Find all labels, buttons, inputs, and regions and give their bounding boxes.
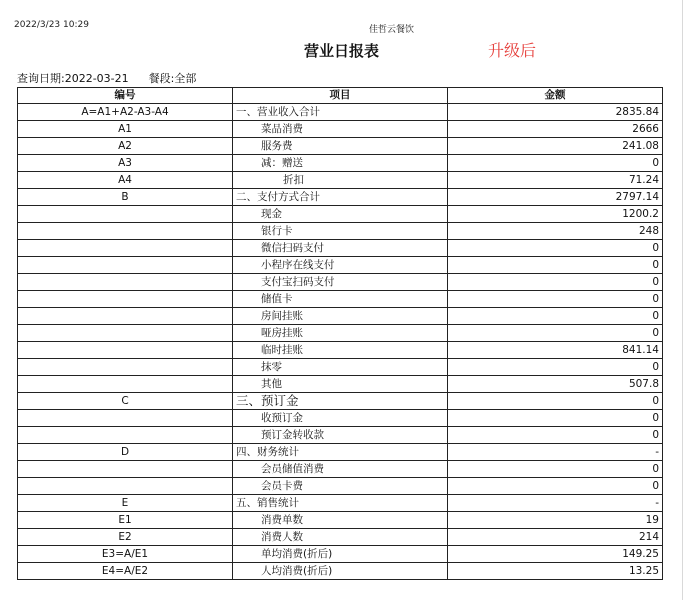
row-amount: 0	[448, 240, 663, 257]
table-row	[18, 240, 663, 257]
row-code: E4=A/E2	[18, 563, 233, 580]
report-title: 营业日报表	[304, 42, 380, 60]
row-item: 四、财务统计	[233, 444, 448, 461]
row-item: 现金	[233, 206, 448, 223]
row-item: 人均消费(折后)	[233, 563, 448, 580]
table-row	[18, 546, 663, 563]
row-item: 单均消费(折后)	[233, 546, 448, 563]
row-code: E1	[18, 512, 233, 529]
row-item: 三、预订金	[233, 393, 448, 410]
table-row	[18, 155, 663, 172]
meal-period-value: 全部	[174, 72, 197, 85]
query-date-value: 2022-03-21	[64, 72, 129, 85]
row-amount: 0	[448, 461, 663, 478]
row-code	[18, 223, 233, 240]
page-edge-divider	[682, 0, 683, 600]
table-row	[18, 393, 663, 410]
row-code	[18, 325, 233, 342]
row-item: 折扣	[233, 172, 448, 189]
row-item: 预订金转收款	[233, 427, 448, 444]
row-code	[18, 274, 233, 291]
row-code	[18, 359, 233, 376]
daily-report-table	[17, 87, 663, 580]
row-item: 消费人数	[233, 529, 448, 546]
row-code: A2	[18, 138, 233, 155]
table-row	[18, 325, 663, 342]
row-code	[18, 461, 233, 478]
row-item: 储值卡	[233, 291, 448, 308]
table-row	[18, 291, 663, 308]
table-row	[18, 461, 663, 478]
row-amount: 2666	[448, 121, 663, 138]
column-header-amount: 金额	[448, 88, 663, 104]
table-row	[18, 529, 663, 546]
row-amount: 71.24	[448, 172, 663, 189]
table-row	[18, 206, 663, 223]
row-amount: 13.25	[448, 563, 663, 580]
row-code	[18, 427, 233, 444]
table-row	[18, 376, 663, 393]
table-row	[18, 104, 663, 121]
table-row	[18, 512, 663, 529]
row-item: 二、支付方式合计	[233, 189, 448, 206]
table-row	[18, 138, 663, 155]
column-header-code: 编号	[18, 88, 233, 104]
query-info	[17, 70, 196, 86]
row-amount: 841.14	[448, 342, 663, 359]
row-item: 支付宝扫码支付	[233, 274, 448, 291]
row-code: B	[18, 189, 233, 206]
table-row	[18, 427, 663, 444]
row-code	[18, 206, 233, 223]
row-code: A4	[18, 172, 233, 189]
row-code	[18, 240, 233, 257]
row-code: A1	[18, 121, 233, 138]
table-row	[18, 342, 663, 359]
table-row	[18, 563, 663, 580]
row-item: 会员储值消费	[233, 461, 448, 478]
row-amount: -	[448, 495, 663, 512]
company-name: 佳哲云餐饮	[369, 25, 415, 35]
row-amount: 2797.14	[448, 189, 663, 206]
table-row	[18, 121, 663, 138]
table-row	[18, 308, 663, 325]
row-code: A3	[18, 155, 233, 172]
row-amount: 0	[448, 325, 663, 342]
row-amount: 19	[448, 512, 663, 529]
column-header-item: 项目	[233, 88, 448, 104]
row-code	[18, 376, 233, 393]
row-item: 临时挂账	[233, 342, 448, 359]
row-item: 会员卡费	[233, 478, 448, 495]
table-row	[18, 359, 663, 376]
table-row	[18, 257, 663, 274]
table-row	[18, 444, 663, 461]
row-amount: 0	[448, 155, 663, 172]
row-amount: 214	[448, 529, 663, 546]
row-item: 小程序在线支付	[233, 257, 448, 274]
row-code: E2	[18, 529, 233, 546]
row-item: 减：赠送	[233, 155, 448, 172]
table-body	[18, 104, 663, 580]
row-item: 收预订金	[233, 410, 448, 427]
meal-period-label: 餐段:	[148, 72, 175, 85]
upgrade-annotation: 升级后	[488, 41, 537, 60]
row-item: 哑房挂账	[233, 325, 448, 342]
row-amount: 0	[448, 274, 663, 291]
row-item: 服务费	[233, 138, 448, 155]
table-header-row	[18, 88, 663, 104]
row-item: 抹零	[233, 359, 448, 376]
row-code	[18, 257, 233, 274]
row-amount: 0	[448, 359, 663, 376]
row-amount: 1200.2	[448, 206, 663, 223]
row-code	[18, 291, 233, 308]
row-code: E	[18, 495, 233, 512]
row-item: 其他	[233, 376, 448, 393]
table-row	[18, 495, 663, 512]
row-amount: 0	[448, 291, 663, 308]
row-amount: 0	[448, 478, 663, 495]
row-amount: 2835.84	[448, 104, 663, 121]
row-code	[18, 410, 233, 427]
row-code: E3=A/E1	[18, 546, 233, 563]
table-row	[18, 478, 663, 495]
table-row	[18, 223, 663, 240]
table-row	[18, 274, 663, 291]
row-item: 银行卡	[233, 223, 448, 240]
row-code: D	[18, 444, 233, 461]
table-row	[18, 189, 663, 206]
row-item: 房间挂账	[233, 308, 448, 325]
row-item: 菜品消费	[233, 121, 448, 138]
print-timestamp: 2022/3/23 10:29	[14, 20, 89, 30]
row-item: 消费单数	[233, 512, 448, 529]
row-amount: 0	[448, 410, 663, 427]
row-amount: 0	[448, 393, 663, 410]
row-code	[18, 478, 233, 495]
row-amount: 507.8	[448, 376, 663, 393]
row-code: C	[18, 393, 233, 410]
row-amount: 241.08	[448, 138, 663, 155]
table-row	[18, 410, 663, 427]
query-date-label: 查询日期:	[17, 72, 65, 85]
row-amount: 149.25	[448, 546, 663, 563]
row-item: 微信扫码支付	[233, 240, 448, 257]
row-amount: 248	[448, 223, 663, 240]
row-code	[18, 308, 233, 325]
row-code	[18, 342, 233, 359]
row-amount: 0	[448, 308, 663, 325]
row-amount: 0	[448, 257, 663, 274]
row-amount: -	[448, 444, 663, 461]
row-code: A=A1+A2-A3-A4	[18, 104, 233, 121]
row-item: 一、营业收入合计	[233, 104, 448, 121]
row-item: 五、销售统计	[233, 495, 448, 512]
table-row	[18, 172, 663, 189]
row-amount: 0	[448, 427, 663, 444]
